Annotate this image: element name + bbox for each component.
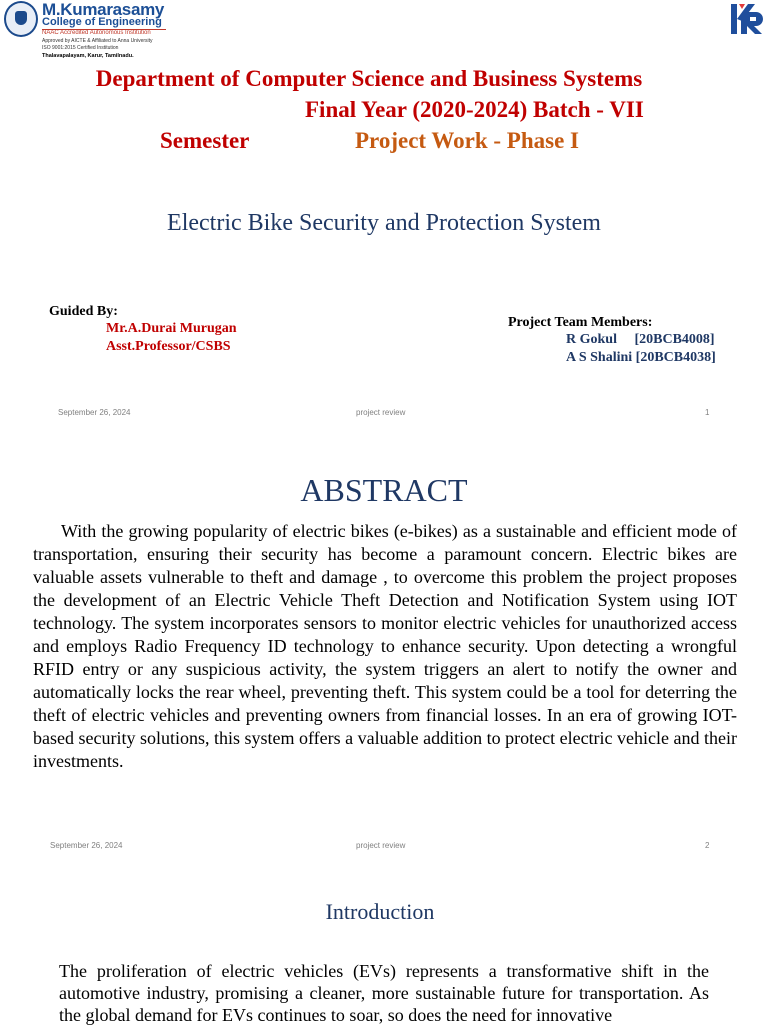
guide-role: Asst.Professor/CSBS [106,339,231,354]
project-title: Electric Bike Security and Protection System [167,210,601,236]
introduction-title: Introduction [325,899,435,924]
team-member: A S Shalini [20BCB4038] [566,350,716,365]
guided-by-label: Guided By: [49,304,118,319]
logo-approval: Approved by AICTE & Affiliated to Anna University [42,38,153,44]
year-batch-heading: Final Year (2020-2024) Batch - VII [305,97,644,122]
college-seal-icon [4,1,38,37]
college-logo [2,0,172,62]
project-phase-heading: Project Work - Phase I [355,128,580,153]
logo-address: Thalavapalayam, Karur, Tamilnadu. [42,53,134,59]
logo-iso: ISO 9001:2015 Certified Institution [42,45,119,51]
slide2-footer-label: project review [356,841,406,850]
kr-logo-icon [728,0,766,38]
guide-name: Mr.A.Durai Murugan [106,321,237,336]
slide2-footer-date: September 26, 2024 [50,841,123,850]
department-heading: Department of Computer Science and Business Systems [95,66,643,91]
slide1-page-number: 1 [705,408,710,417]
team-members-label: Project Team Members: [508,315,653,330]
slide1-footer-label: project review [356,408,406,417]
logo-accreditation: NAAC Accredited Autonomous Institution [42,30,151,36]
team-member: R Gokul [20BCB4008] [566,332,715,347]
slide1-footer-date: September 26, 2024 [58,408,131,417]
semester-heading: Semester [160,128,250,153]
slide2-page-number: 2 [705,841,710,850]
logo-college-subtitle: College of Engineering [42,16,162,28]
abstract-text: With the growing popularity of electric bikes (e-bikes) as a sustainable and efficient mode of transportation, ensuring their security has become a paramount concern. Electric bikes are valuable assets vulnerable to theft and damage , to overcome this problem the project proposes the development of an Electric Vehicle Theft Detection and Notification System using IOT technology. The system incorporates sensors to monitor electric vehicles for unauthorized access and employs Radio Frequency ID technology to enhance security. Upon detecting a wrongful RFID entry or any suspicious activity, the system triggers an alert to notify the owner and automatically locks the rear wheel, preventing theft. This system could be a tool for deterring the theft of electric vehicles and preventing owners from financial losses. In an era of growing IOT-based security solutions, this system offers a valuable addition to protect electric vehicle and their investments. [33,521,737,771]
logo-college-name: M.Kumarasamy [42,0,165,19]
abstract-title: ABSTRACT [300,472,468,508]
introduction-text: The proliferation of electric vehicles (EVs) represents a transformative shift in the automotive industry, promising a cleaner, more sustainable future for transportation. As the global demand for EVs continues to soar, so does the need for innovative [59,961,709,1025]
